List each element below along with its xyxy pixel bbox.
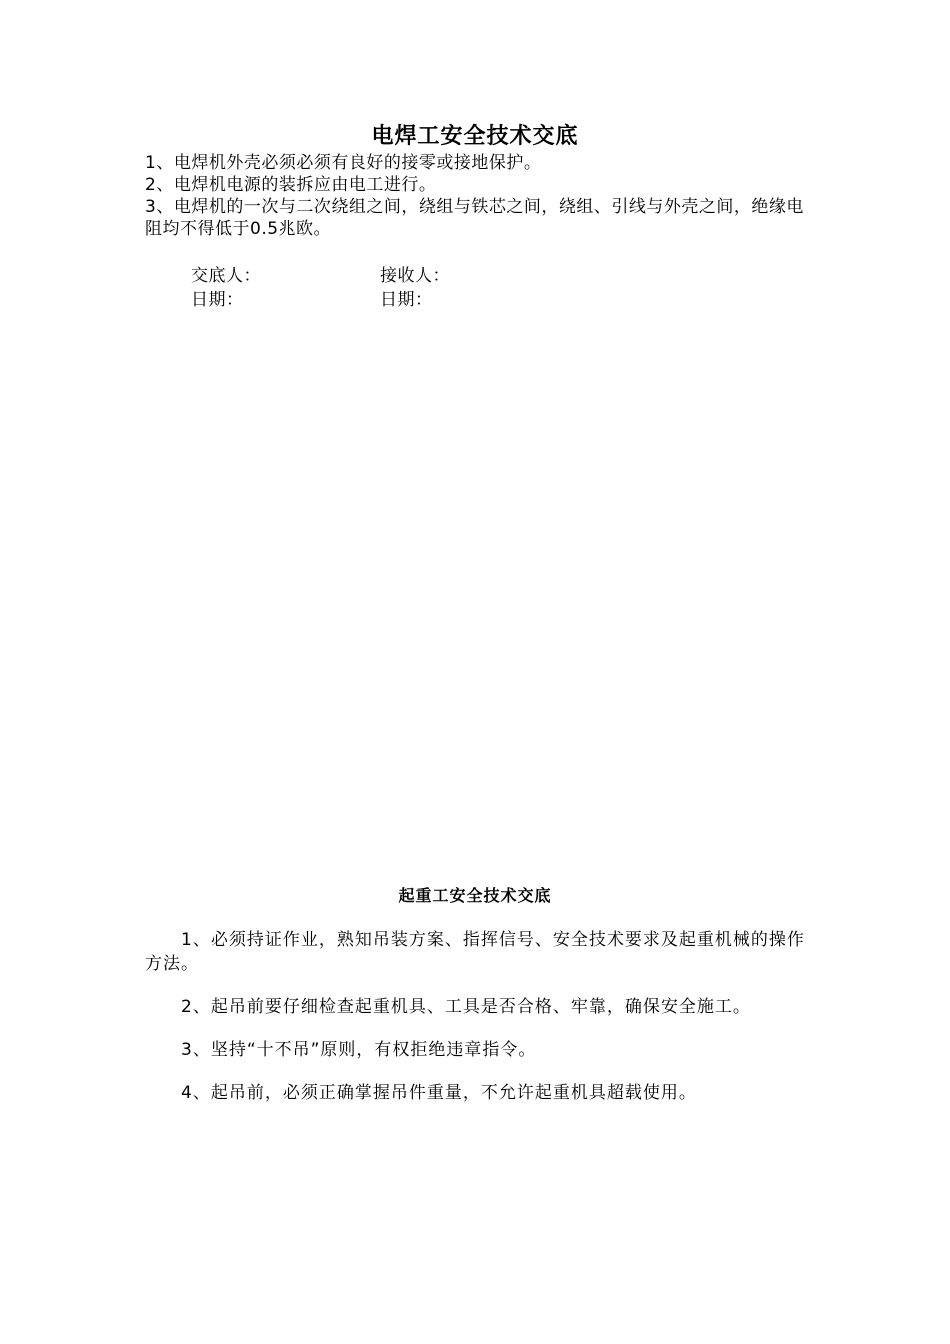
rigger-safety-title: 起重工安全技术交底 bbox=[398, 886, 552, 905]
welder-item-3: 3、电焊机的一次与二次绕组之间，绕组与铁芯之间，绕组、引线与外壳之间，绝缘电阻均不得低于0.5兆欧。 bbox=[145, 197, 804, 239]
rigger-item-1: 1、必须持证作业，熟知吊装方案、指挥信号、安全技术要求及起重机械的操作方法。 bbox=[145, 930, 805, 974]
welder-item-2: 2、电焊机电源的装拆应由电工进行。 bbox=[145, 175, 437, 195]
rigger-safety-items bbox=[145, 928, 813, 1124]
rigger-item-3: 3、坚持“十不吊”原则，有权拒绝违章指令。 bbox=[181, 1040, 537, 1060]
receiver-date-label: 日期： bbox=[380, 290, 433, 310]
handover-date-label: 日期： bbox=[191, 290, 244, 310]
rigger-item-4: 4、起吊前，必须正确掌握吊件重量，不允许起重机具超载使用。 bbox=[181, 1083, 697, 1103]
handover-person-label: 交底人： bbox=[191, 266, 261, 286]
welder-item-1: 1、电焊机外壳必须必须有良好的接零或接地保护。 bbox=[145, 153, 542, 173]
welder-safety-items bbox=[145, 152, 810, 240]
receiver-label: 接收人： bbox=[380, 266, 450, 286]
rigger-item-2: 2、起吊前要仔细检查起重机具、工具是否合格、牢靠，确保安全施工。 bbox=[181, 997, 751, 1017]
welder-safety-title: 电焊工安全技术交底 bbox=[371, 124, 579, 149]
